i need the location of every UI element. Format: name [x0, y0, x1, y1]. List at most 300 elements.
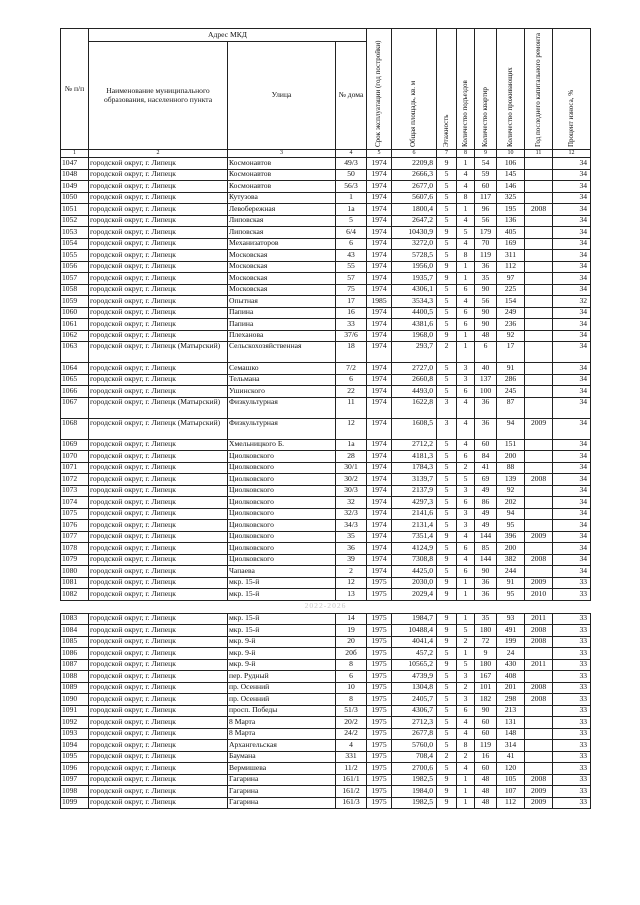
cell-year: 1974: [367, 227, 392, 239]
cell-municipality: городской округ, г. Липецк: [89, 238, 228, 250]
table-row: [61, 330, 591, 342]
cell-municipality: городской округ, г. Липецк: [89, 554, 228, 566]
table-row: [61, 763, 591, 775]
cell-street: Опытная: [228, 296, 336, 308]
cell-row-num: 1083: [61, 613, 89, 625]
cell-street: Гагарина: [228, 774, 336, 786]
header-residents: Количество проживающих: [497, 29, 525, 150]
cell-house: 11/2: [336, 763, 367, 775]
cell-row-num: 1061: [61, 319, 89, 331]
cell-municipality: городской округ, г. Липецк: [89, 659, 228, 671]
cell-row-num: 1082: [61, 589, 89, 601]
cell-row-num: 1062: [61, 330, 89, 342]
cell-house: 4: [336, 740, 367, 752]
cell-area: 1608,5: [392, 418, 437, 439]
cell-area: 4493,0: [392, 386, 437, 398]
table-row: [61, 169, 591, 181]
cell-floors: 9: [437, 774, 457, 786]
cell-area: 4400,5: [392, 307, 437, 319]
cell-year: 1974: [367, 451, 392, 463]
cell-entrances: 6: [457, 284, 475, 296]
cell-floors: 5: [437, 648, 457, 660]
column-number: 10: [497, 150, 525, 158]
cell-row-num: 1087: [61, 659, 89, 671]
cell-wear: 33: [553, 751, 591, 763]
cell-apartments: 96: [475, 204, 497, 216]
cell-area: 2647,2: [392, 215, 437, 227]
cell-area: 2666,3: [392, 169, 437, 181]
cell-entrances: 8: [457, 250, 475, 262]
cell-street: Папина: [228, 319, 336, 331]
table-row: [61, 554, 591, 566]
cell-floors: 5: [437, 386, 457, 398]
table-row: [61, 386, 591, 398]
cell-house: 14: [336, 613, 367, 625]
cell-row-num: 1070: [61, 451, 89, 463]
cell-municipality: городской округ, г. Липецк: [89, 451, 228, 463]
cell-floors: 5: [437, 508, 457, 520]
cell-residents: 311: [497, 250, 525, 262]
cell-repair-year: [525, 386, 553, 398]
cell-entrances: 1: [457, 330, 475, 342]
cell-street: Липовская: [228, 227, 336, 239]
cell-municipality: городской округ, г. Липецк: [89, 261, 228, 273]
cell-wear: 33: [553, 797, 591, 809]
cell-municipality: городской округ, г. Липецк: [89, 531, 228, 543]
cell-entrances: 5: [457, 659, 475, 671]
cell-row-num: 1089: [61, 682, 89, 694]
cell-floors: 5: [437, 728, 457, 740]
cell-street: мкр. 15-й: [228, 613, 336, 625]
cell-floors: 5: [437, 204, 457, 216]
cell-row-num: 1076: [61, 520, 89, 532]
cell-house: 7/2: [336, 363, 367, 375]
header-entrances: Количество подъездов: [457, 29, 475, 150]
cell-apartments: 36: [475, 397, 497, 418]
cell-floors: 5: [437, 543, 457, 555]
cell-row-num: 1047: [61, 158, 89, 170]
cell-repair-year: 2011: [525, 659, 553, 671]
cell-repair-year: [525, 397, 553, 418]
column-number: 2: [89, 150, 228, 158]
cell-street: Механизаторов: [228, 238, 336, 250]
cell-row-num: 1054: [61, 238, 89, 250]
cell-wear: 34: [553, 307, 591, 319]
cell-repair-year: [525, 763, 553, 775]
cell-year: 1975: [367, 636, 392, 648]
cell-wear: 34: [553, 418, 591, 439]
cell-entrances: 1: [457, 273, 475, 285]
table-row: [61, 192, 591, 204]
cell-row-num: 1088: [61, 671, 89, 683]
cell-area: 2029,4: [392, 589, 437, 601]
cell-floors: 9: [437, 636, 457, 648]
cell-floors: 9: [437, 273, 457, 285]
cell-street: мкр. 15-й: [228, 577, 336, 589]
cell-repair-year: [525, 728, 553, 740]
cell-area: 4306,7: [392, 705, 437, 717]
cell-house: 12: [336, 577, 367, 589]
cell-year: 1974: [367, 531, 392, 543]
cell-year: 1974: [367, 363, 392, 375]
cell-entrances: 4: [457, 418, 475, 439]
cell-floors: 5: [437, 717, 457, 729]
cell-year: 1974: [367, 192, 392, 204]
cell-year: 1985: [367, 296, 392, 308]
cell-apartments: 90: [475, 284, 497, 296]
cell-wear: 33: [553, 613, 591, 625]
cell-residents: 91: [497, 363, 525, 375]
table-row: [61, 774, 591, 786]
cell-wear: 34: [553, 543, 591, 555]
column-number: 9: [475, 150, 497, 158]
cell-floors: 2: [437, 751, 457, 763]
cell-municipality: городской округ, г. Липецк: [89, 705, 228, 717]
cell-repair-year: [525, 273, 553, 285]
cell-year: 1974: [367, 215, 392, 227]
cell-street: Баумана: [228, 751, 336, 763]
cell-entrances: 4: [457, 238, 475, 250]
cell-residents: 396: [497, 531, 525, 543]
cell-apartments: 90: [475, 705, 497, 717]
cell-repair-year: [525, 671, 553, 683]
cell-wear: 33: [553, 648, 591, 660]
cell-house: 57: [336, 273, 367, 285]
cell-wear: 34: [553, 451, 591, 463]
cell-row-num: 1094: [61, 740, 89, 752]
cell-repair-year: [525, 319, 553, 331]
cell-floors: 5: [437, 485, 457, 497]
table-row: [61, 363, 591, 375]
cell-entrances: 6: [457, 497, 475, 509]
cell-apartments: 35: [475, 273, 497, 285]
cell-row-num: 1096: [61, 763, 89, 775]
cell-municipality: городской округ, г. Липецк: [89, 474, 228, 486]
cell-year: 1974: [367, 158, 392, 170]
cell-floors: 9: [437, 330, 457, 342]
cell-street: Циолковского: [228, 508, 336, 520]
table-row: [61, 451, 591, 463]
cell-floors: 9: [437, 613, 457, 625]
cell-repair-year: [525, 284, 553, 296]
header-apartments: Количество квартир: [475, 29, 497, 150]
cell-repair-year: [525, 261, 553, 273]
cell-year: 1974: [367, 284, 392, 296]
cell-residents: 17: [497, 342, 525, 363]
cell-street: Сельскохозяйственная: [228, 342, 336, 363]
cell-street: Тельмана: [228, 374, 336, 386]
header-address-group: Адрес МКД: [89, 29, 367, 42]
cell-area: 2209,8: [392, 158, 437, 170]
cell-entrances: 1: [457, 786, 475, 798]
cell-house: 50: [336, 169, 367, 181]
cell-apartments: 90: [475, 307, 497, 319]
cell-residents: 225: [497, 284, 525, 296]
cell-residents: 195: [497, 204, 525, 216]
cell-street: Папина: [228, 307, 336, 319]
cell-apartments: 86: [475, 497, 497, 509]
cell-wear: 34: [553, 485, 591, 497]
cell-apartments: 48: [475, 774, 497, 786]
cell-area: 5760,0: [392, 740, 437, 752]
cell-residents: 24: [497, 648, 525, 660]
table-row: [61, 250, 591, 262]
cell-house: 20б: [336, 648, 367, 660]
cell-residents: 151: [497, 439, 525, 451]
cell-entrances: 1: [457, 158, 475, 170]
cell-year: 1975: [367, 682, 392, 694]
cell-row-num: 1055: [61, 250, 89, 262]
cell-entrances: 2: [457, 462, 475, 474]
cell-entrances: 4: [457, 181, 475, 193]
cell-repair-year: 2009: [525, 418, 553, 439]
cell-municipality: городской округ, г. Липецк: [89, 158, 228, 170]
cell-row-num: 1057: [61, 273, 89, 285]
cell-area: 4297,3: [392, 497, 437, 509]
cell-floors: 5: [437, 740, 457, 752]
cell-area: 1956,0: [392, 261, 437, 273]
cell-wear: 34: [553, 531, 591, 543]
cell-street: пр. Осенний: [228, 682, 336, 694]
cell-row-num: 1067: [61, 397, 89, 418]
cell-wear: 34: [553, 204, 591, 216]
table-row: [61, 439, 591, 451]
cell-municipality: городской округ, г. Липецк: [89, 636, 228, 648]
cell-house: 20/2: [336, 717, 367, 729]
cell-house: 20: [336, 636, 367, 648]
cell-floors: 9: [437, 797, 457, 809]
header-repair-year: Год последнего капитального ремонта: [525, 29, 553, 150]
table-row: [61, 397, 591, 418]
header-floors: Этажность: [437, 29, 457, 150]
cell-area: 1304,8: [392, 682, 437, 694]
cell-row-num: 1064: [61, 363, 89, 375]
cell-apartments: 36: [475, 589, 497, 601]
cell-apartments: 60: [475, 439, 497, 451]
cell-floors: 9: [437, 227, 457, 239]
cell-apartments: 70: [475, 238, 497, 250]
cell-wear: 34: [553, 508, 591, 520]
cell-floors: 5: [437, 319, 457, 331]
cell-house: 2: [336, 566, 367, 578]
cell-area: 2131,4: [392, 520, 437, 532]
cell-repair-year: [525, 250, 553, 262]
cell-repair-year: [525, 158, 553, 170]
cell-row-num: 1078: [61, 543, 89, 555]
cell-wear: 34: [553, 397, 591, 418]
cell-floors: 5: [437, 566, 457, 578]
cell-entrances: 4: [457, 296, 475, 308]
cell-municipality: городской округ, г. Липецк: [89, 386, 228, 398]
cell-house: 10: [336, 682, 367, 694]
cell-area: 4381,6: [392, 319, 437, 331]
cell-municipality: городской округ, г. Липецк: [89, 682, 228, 694]
cell-floors: 5: [437, 181, 457, 193]
cell-street: Левобережная: [228, 204, 336, 216]
cell-area: 10430,9: [392, 227, 437, 239]
cell-apartments: 180: [475, 625, 497, 637]
cell-year: 1975: [367, 728, 392, 740]
cell-year: 1974: [367, 474, 392, 486]
cell-street: Космонавтов: [228, 181, 336, 193]
cell-entrances: 4: [457, 439, 475, 451]
cell-repair-year: [525, 520, 553, 532]
cell-residents: 97: [497, 273, 525, 285]
cell-row-num: 1072: [61, 474, 89, 486]
cell-house: 49/3: [336, 158, 367, 170]
cell-house: 12: [336, 418, 367, 439]
cell-residents: 200: [497, 451, 525, 463]
cell-year: 1975: [367, 613, 392, 625]
cell-wear: 33: [553, 740, 591, 752]
cell-row-num: 1081: [61, 577, 89, 589]
header-area: Общая площадь, кв. м: [392, 29, 437, 150]
cell-row-num: 1051: [61, 204, 89, 216]
cell-residents: 87: [497, 397, 525, 418]
cell-street: Московская: [228, 273, 336, 285]
cell-row-num: 1075: [61, 508, 89, 520]
cell-repair-year: [525, 330, 553, 342]
column-numbers-row: [61, 150, 591, 158]
column-number: 12: [553, 150, 591, 158]
table-row: [61, 474, 591, 486]
cell-street: Циолковского: [228, 462, 336, 474]
cell-year: 1974: [367, 397, 392, 418]
table-row: [61, 625, 591, 637]
cell-house: 161/1: [336, 774, 367, 786]
cell-apartments: 59: [475, 169, 497, 181]
cell-repair-year: 2009: [525, 531, 553, 543]
cell-street: 8 Марта: [228, 717, 336, 729]
cell-repair-year: 2008: [525, 774, 553, 786]
cell-row-num: 1073: [61, 485, 89, 497]
table-row: [61, 462, 591, 474]
table-row: [61, 682, 591, 694]
cell-entrances: 4: [457, 717, 475, 729]
cell-apartments: 180: [475, 659, 497, 671]
cell-house: 1а: [336, 204, 367, 216]
cell-apartments: 60: [475, 717, 497, 729]
cell-year: 1975: [367, 648, 392, 660]
cell-year: 1975: [367, 694, 392, 706]
table-row: [61, 418, 591, 439]
cell-wear: 34: [553, 250, 591, 262]
cell-area: 4124,9: [392, 543, 437, 555]
cell-area: 1622,8: [392, 397, 437, 418]
cell-year: 1975: [367, 671, 392, 683]
cell-apartments: 119: [475, 740, 497, 752]
cell-residents: 405: [497, 227, 525, 239]
cell-area: 1982,5: [392, 797, 437, 809]
cell-wear: 33: [553, 705, 591, 717]
cell-entrances: 5: [457, 625, 475, 637]
column-number: 6: [392, 150, 437, 158]
cell-repair-year: [525, 485, 553, 497]
cell-row-num: 1077: [61, 531, 89, 543]
cell-repair-year: 2008: [525, 554, 553, 566]
cell-house: 161/3: [336, 797, 367, 809]
cell-repair-year: [525, 181, 553, 193]
cell-row-num: 1085: [61, 636, 89, 648]
cell-street: Циолковского: [228, 554, 336, 566]
cell-house: 6/4: [336, 227, 367, 239]
cell-area: 10488,4: [392, 625, 437, 637]
cell-year: 1975: [367, 717, 392, 729]
cell-house: 22: [336, 386, 367, 398]
cell-house: 32: [336, 497, 367, 509]
cell-residents: 314: [497, 740, 525, 752]
cell-municipality: городской округ, г. Липецк: [89, 728, 228, 740]
cell-entrances: 5: [457, 227, 475, 239]
cell-wear: 34: [553, 284, 591, 296]
cell-repair-year: 2008: [525, 636, 553, 648]
cell-residents: 154: [497, 296, 525, 308]
cell-entrances: 4: [457, 169, 475, 181]
cell-entrances: 3: [457, 374, 475, 386]
cell-apartments: 60: [475, 763, 497, 775]
cell-year: 1974: [367, 386, 392, 398]
cell-repair-year: [525, 648, 553, 660]
cell-repair-year: [525, 374, 553, 386]
table-row: [61, 728, 591, 740]
cell-entrances: 1: [457, 204, 475, 216]
cell-entrances: 8: [457, 192, 475, 204]
cell-apartments: 54: [475, 158, 497, 170]
cell-apartments: 119: [475, 250, 497, 262]
cell-street: Вермишева: [228, 763, 336, 775]
header-house: № дома: [336, 42, 367, 150]
cell-floors: 9: [437, 554, 457, 566]
cell-wear: 34: [553, 158, 591, 170]
cell-entrances: 2: [457, 636, 475, 648]
cell-floors: 5: [437, 238, 457, 250]
cell-repair-year: [525, 543, 553, 555]
cell-apartments: 48: [475, 330, 497, 342]
cell-house: 34/3: [336, 520, 367, 532]
table-row: [61, 319, 591, 331]
cell-residents: 382: [497, 554, 525, 566]
cell-apartments: 48: [475, 797, 497, 809]
cell-municipality: городской округ, г. Липецк: [89, 250, 228, 262]
cell-residents: 88: [497, 462, 525, 474]
cell-municipality: городской округ, г. Липецк: [89, 786, 228, 798]
page-marker-text: 2022-2026: [304, 601, 347, 611]
cell-area: 5728,5: [392, 250, 437, 262]
cell-floors: 9: [437, 786, 457, 798]
cell-apartments: 49: [475, 485, 497, 497]
table-row: [61, 261, 591, 273]
cell-entrances: 3: [457, 363, 475, 375]
table-row: [61, 577, 591, 589]
cell-street: просп. Победы: [228, 705, 336, 717]
cell-repair-year: [525, 740, 553, 752]
cell-repair-year: 2008: [525, 474, 553, 486]
cell-street: Ушинского: [228, 386, 336, 398]
cell-row-num: 1090: [61, 694, 89, 706]
cell-floors: 5: [437, 671, 457, 683]
cell-street: пер. Рудный: [228, 671, 336, 683]
table-row: [61, 566, 591, 578]
cell-row-num: 1098: [61, 786, 89, 798]
cell-entrances: 6: [457, 451, 475, 463]
cell-house: 56/3: [336, 181, 367, 193]
cell-street: Физкультурная: [228, 397, 336, 418]
cell-row-num: 1052: [61, 215, 89, 227]
cell-repair-year: 2011: [525, 613, 553, 625]
cell-area: 2712,3: [392, 717, 437, 729]
cell-entrances: 4: [457, 531, 475, 543]
cell-floors: 5: [437, 451, 457, 463]
